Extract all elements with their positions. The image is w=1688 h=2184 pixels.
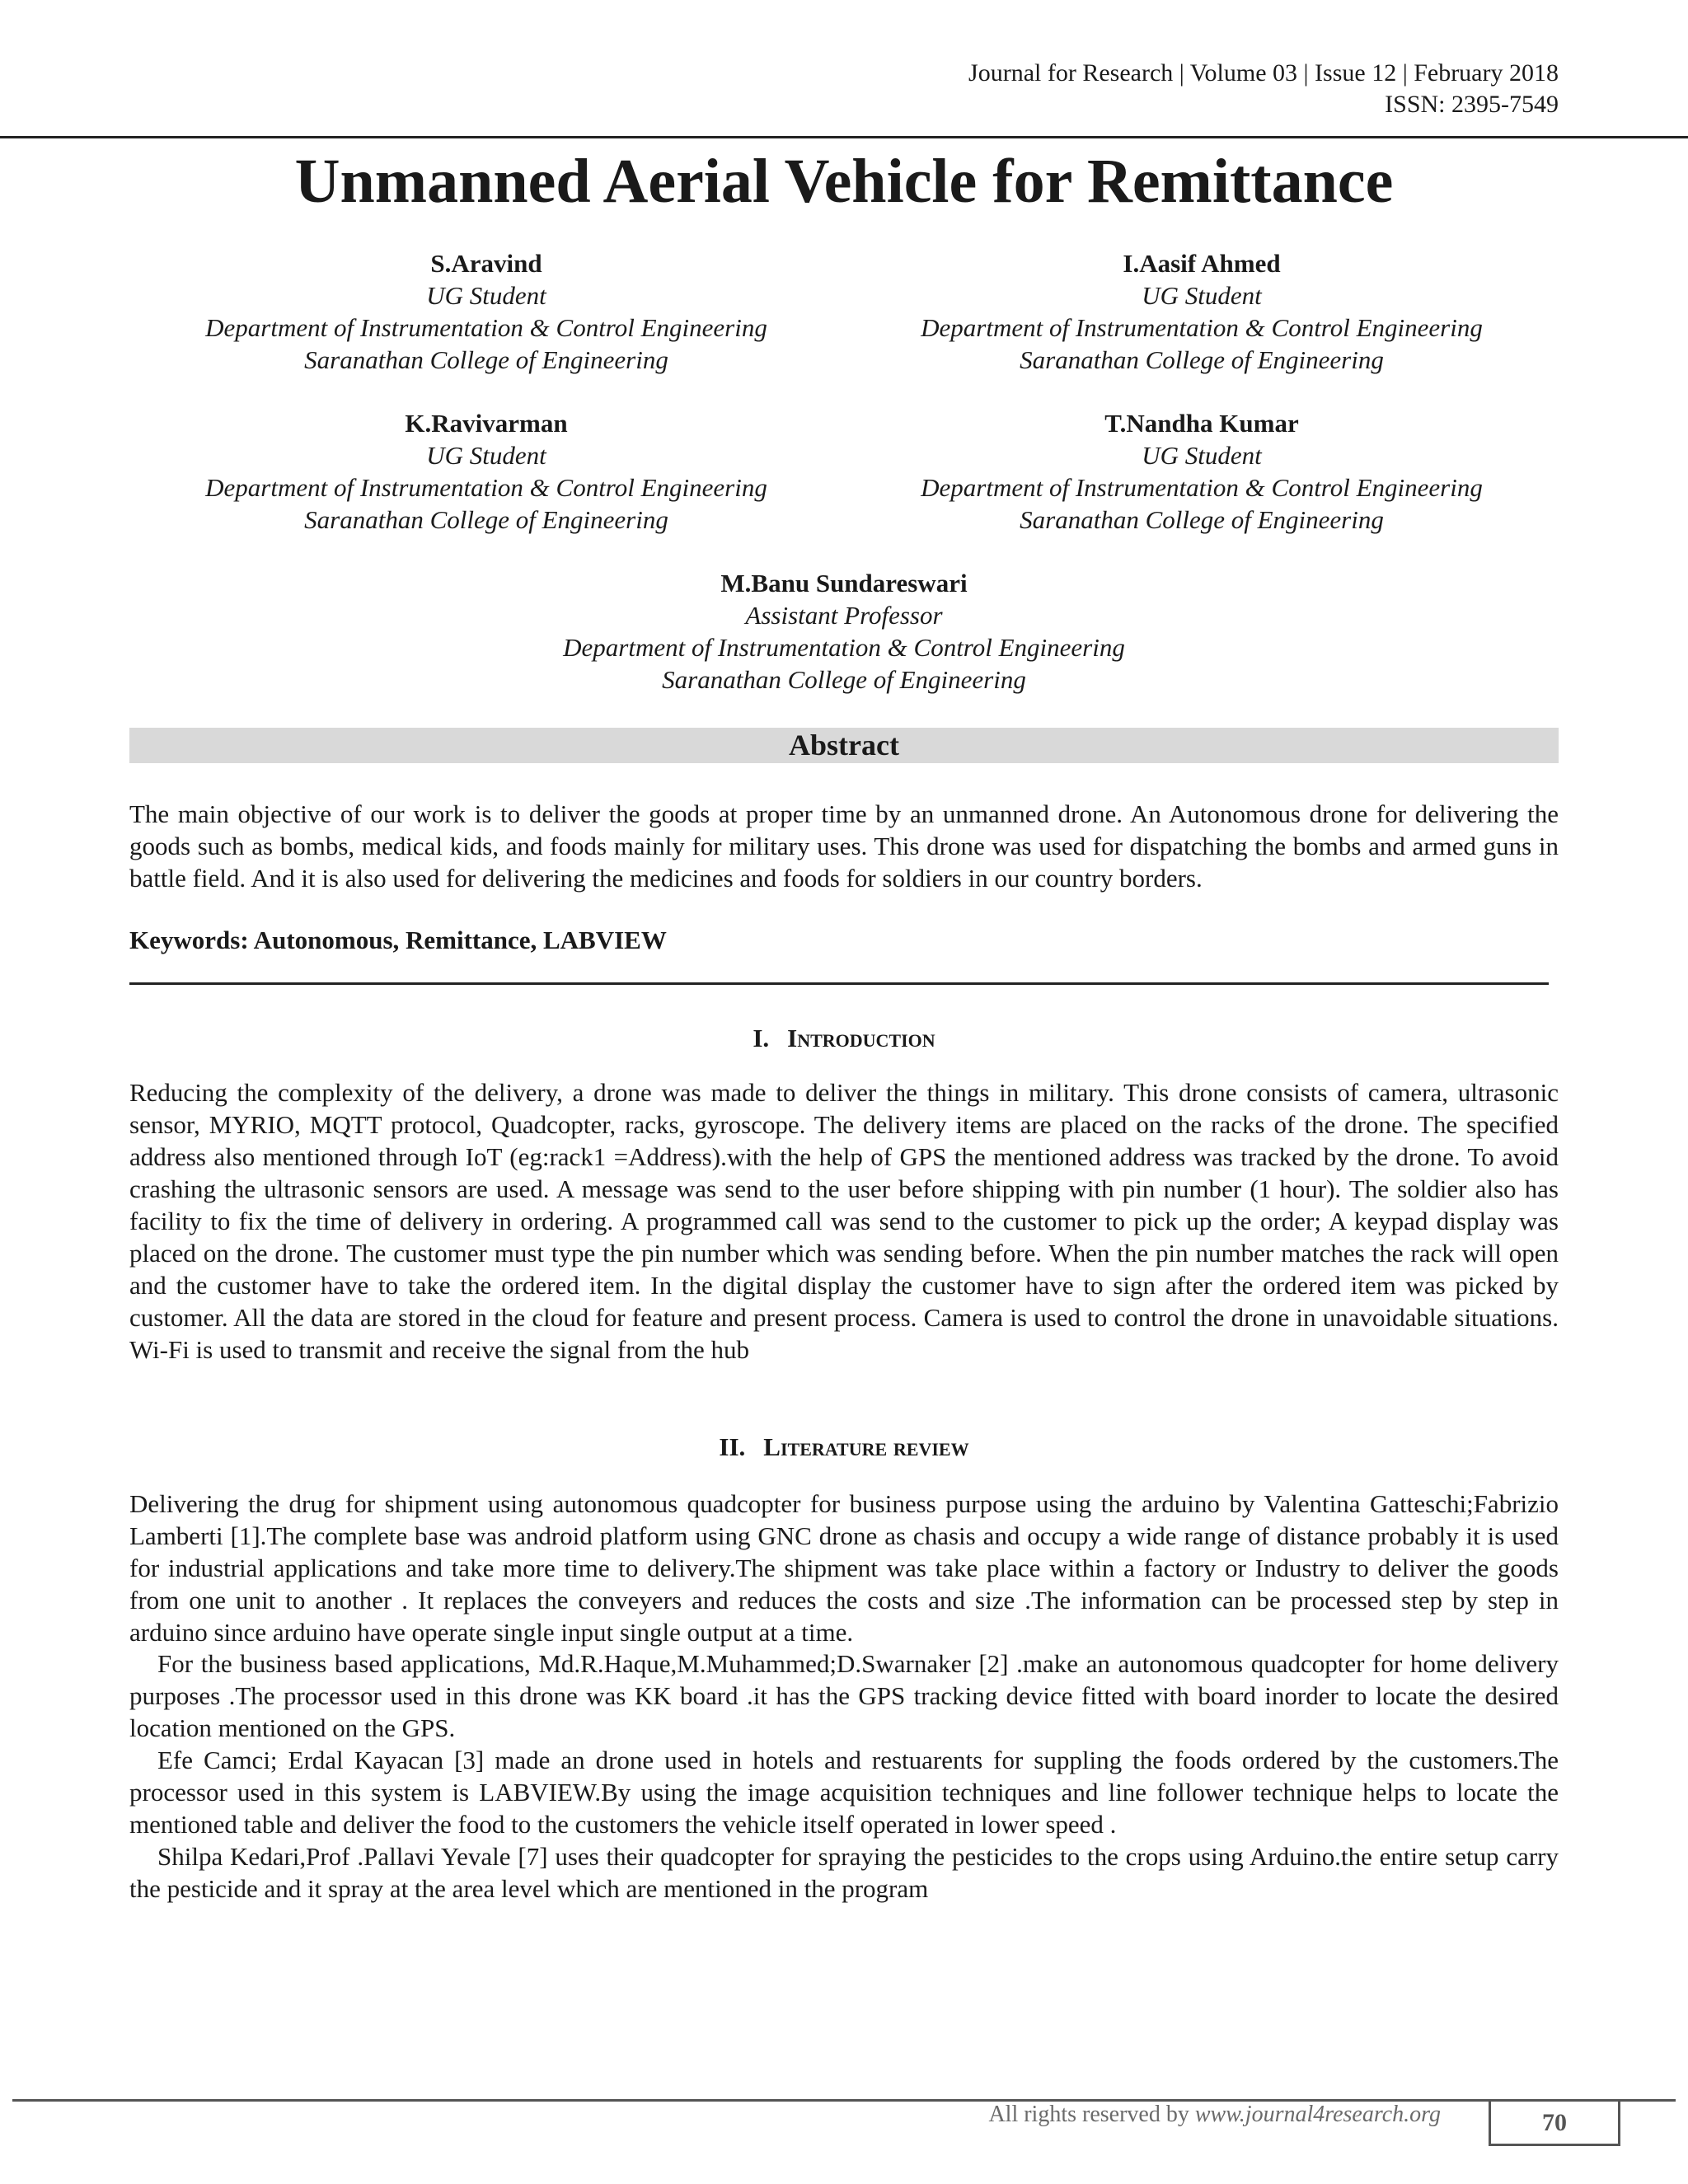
author-name: K.Ravivarman xyxy=(405,409,568,438)
author-college: Saranathan College of Engineering xyxy=(304,345,668,374)
author-department: Department of Instrumentation & Control Engineering xyxy=(205,473,767,502)
author-college: Saranathan College of Engineering xyxy=(662,665,1026,694)
author-block xyxy=(148,407,824,536)
author-block xyxy=(864,247,1540,376)
section-number: I. xyxy=(753,1024,770,1052)
author-name: I.Aasif Ahmed xyxy=(1123,249,1281,278)
author-college: Saranathan College of Engineering xyxy=(304,505,668,534)
footer-rights xyxy=(988,2099,1441,2130)
journal-header xyxy=(968,58,1559,120)
abstract-text: The main objective of our work is to deliver the goods at proper time by an unmanned drone. An Autonomous drone for delivering the goods such as bombs, medical kids, and foods mainly for military uses. This drone was used for dispatching the bombs and armed guns in battle field. And it is also used for delivering the medicines and foods for soldiers in our country borders. xyxy=(129,799,1559,893)
author-college: Saranathan College of Engineering xyxy=(1020,345,1384,374)
author-name: T.Nandha Kumar xyxy=(1104,409,1299,438)
section-title: Introduction xyxy=(787,1024,935,1052)
paper-title: Unmanned Aerial Vehicle for Remittance xyxy=(294,147,1394,216)
literature-paragraph: For the business based applications, Md.R.Haque,M.Muhammed;D.Swarnaker [2] .make an autonomous quadcopter for home delivery purposes .The processor used in this drone was KK board .it has the GPS tracking device fitted with board inorder to locate the desired location mentioned on the GPS. xyxy=(129,1649,1559,1742)
author-block xyxy=(506,567,1182,696)
section-heading-introduction xyxy=(0,1022,1688,1054)
author-department: Department of Instrumentation & Control Engineering xyxy=(563,633,1125,662)
keywords: Keywords: Autonomous, Remittance, LABVIEW xyxy=(129,926,667,954)
literature-paragraph: Efe Camci; Erdal Kayacan [3] made an drone used in hotels and restuarents for suppling the foods ordered by the customers.The processor used in this system is LABVIEW.By using the image acquisition techniques and line follower technique helps to locate the mentioned table and deliver the food to the customers the vehicle itself operated in lower speed . xyxy=(129,1746,1559,1839)
author-role: UG Student xyxy=(426,441,546,470)
header-divider xyxy=(0,136,1688,138)
author-name: S.Aravind xyxy=(430,249,542,278)
literature-paragraph: Shilpa Kedari,Prof .Pallavi Yevale [7] uses their quadcopter for spraying the pesticides to the crops using Arduino.the entire setup carry the pesticide and it spray at the area level which are mentioned in the program xyxy=(129,1842,1559,1903)
author-block xyxy=(148,247,824,376)
section-heading-literature-review xyxy=(0,1431,1688,1463)
rights-text: All rights reserved by xyxy=(988,2102,1195,2127)
author-role: UG Student xyxy=(1142,441,1262,470)
journal-info: Journal for Research | Volume 03 | Issue 12 | February 2018 xyxy=(968,59,1559,87)
author-department: Department of Instrumentation & Control Engineering xyxy=(205,313,767,342)
abstract-divider xyxy=(129,982,1549,985)
author-role: Assistant Professor xyxy=(745,601,943,630)
abstract-heading: Abstract xyxy=(129,728,1559,763)
author-role: UG Student xyxy=(426,281,546,310)
issn: ISSN: 2395-7549 xyxy=(1385,91,1559,118)
author-department: Department of Instrumentation & Control Engineering xyxy=(921,313,1483,342)
author-department: Department of Instrumentation & Control Engineering xyxy=(921,473,1483,502)
introduction-text: Reducing the complexity of the delivery, a drone was made to deliver the things in military. This drone consists of camera, ultrasonic sensor, MYRIO, MQTT protocol, Quadcopter, racks, gyroscope. The delivery items are placed on the racks of the drone. The specified address also mentioned through IoT (eg:rack1 =Address).with the help of GPS the mentioned address was tracked by the drone. To avoid crashing the ultrasonic sensors are used. A message was send to the user before shipping with pin number (1 hour). The soldier also has facility to fix the time of delivery in ordering. A programmed call was send to the customer to pick up the order; A keypad display was placed on the drone. The customer must type the pin number which was sending before. When the pin number matches the rack will open and the customer have to take the ordered item. In the digital display the customer have to sign after the ordered item was picked by customer. All the data are stored in the cloud for feature and present process. Camera is used to control the drone in unavoidable situations. Wi-Fi is used to transmit and receive the signal from the hub xyxy=(129,1078,1559,1364)
section-title: Literature review xyxy=(763,1432,969,1461)
author-block xyxy=(864,407,1540,536)
author-college: Saranathan College of Engineering xyxy=(1020,505,1384,534)
page-number: 70 xyxy=(1489,2099,1620,2146)
journal-site-link[interactable]: www.journal4research.org xyxy=(1194,2102,1441,2127)
author-role: UG Student xyxy=(1142,281,1262,310)
literature-paragraph: Delivering the drug for shipment using autonomous quadcopter for business purpose using the arduino by Valentina Gatteschi;Fabrizio Lamberti [1].The complete base was android platform using GNC drone as chasis and occupy a wide range of distance probably it is used for industrial applications and take more time to delivery.The shipment was take place within a factory or Industry to deliver the goods from one unit to another . It replaces the conveyers and reduces the costs and size .The information can be processed step by step in arduino since arduino have operate single input single output at a time. xyxy=(129,1489,1559,1647)
section-number: II. xyxy=(719,1432,746,1461)
author-name: M.Banu Sundareswari xyxy=(720,569,968,598)
